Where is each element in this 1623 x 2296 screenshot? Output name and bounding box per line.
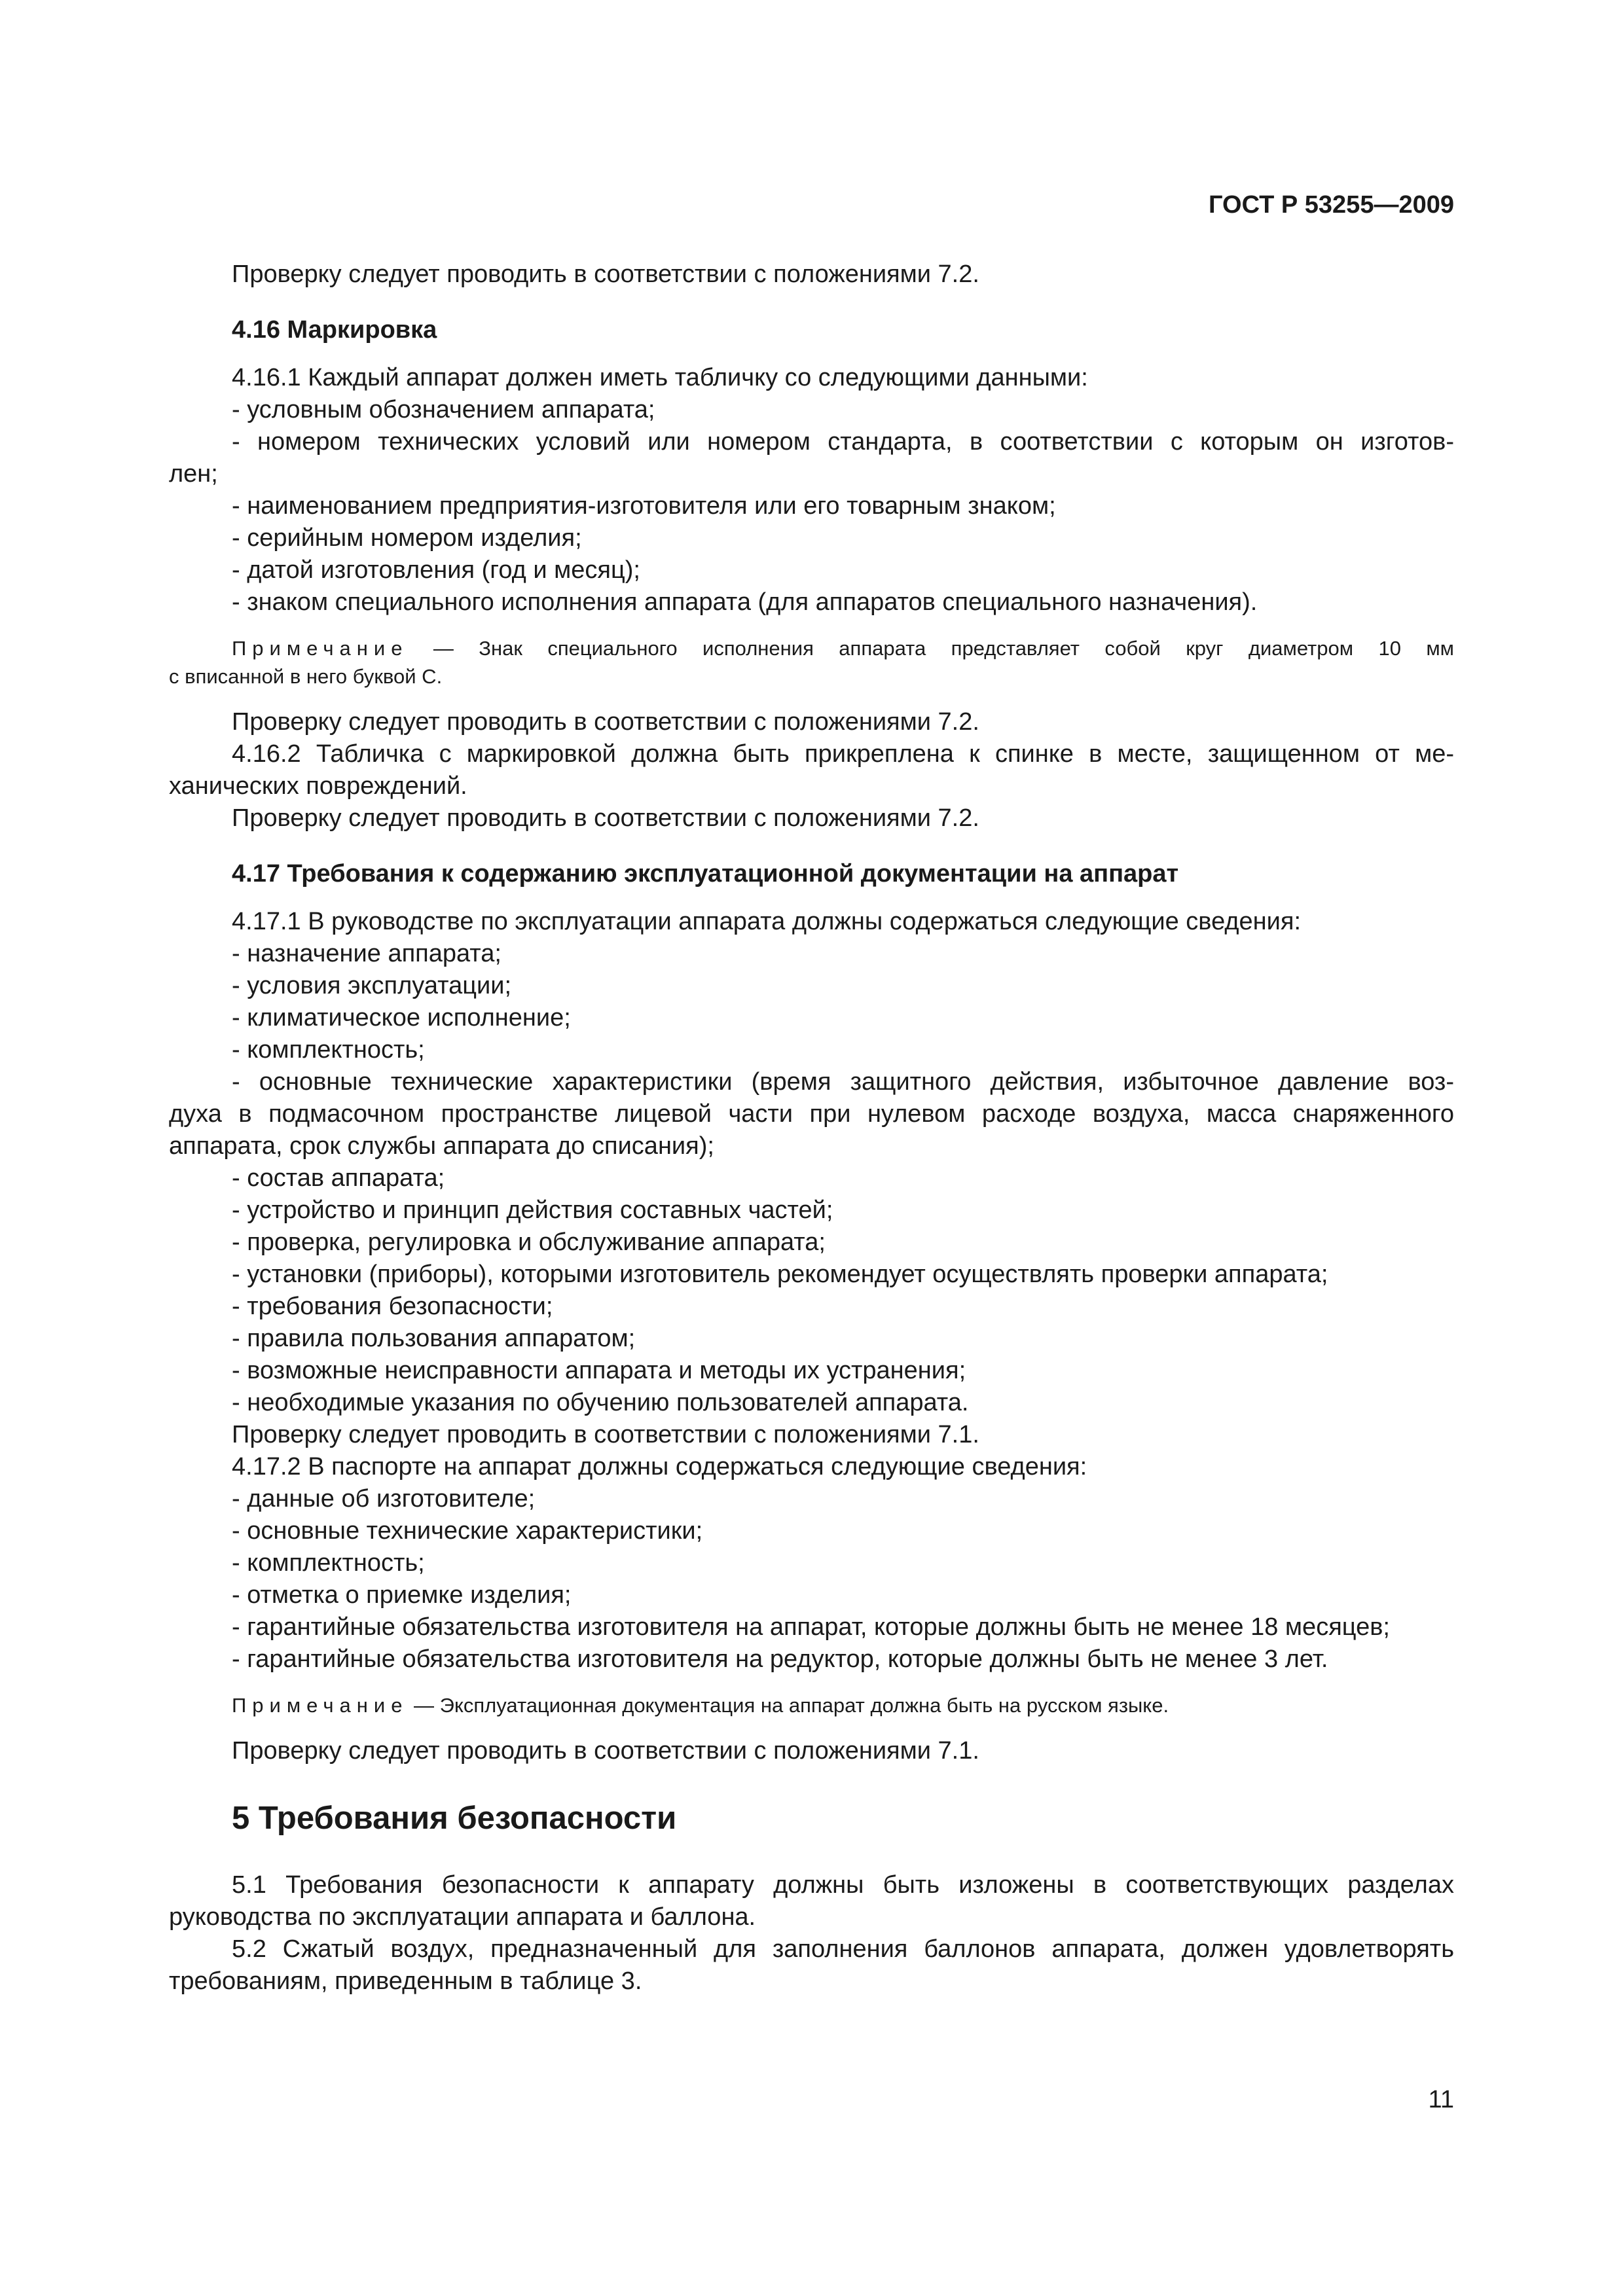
list-item: - данные об изготовителе; xyxy=(232,1485,536,1513)
list-item: - устройство и принцип действия составных частей; xyxy=(232,1196,833,1224)
paragraph-4-17-1: 4.17.1 В руководстве по эксплуатации аппарата должны содержаться следующие сведения: xyxy=(232,908,1302,935)
note-text: — Эксплуатационная документация на аппарат должна быть на русском языке. xyxy=(408,1694,1169,1717)
section-4-17-title: 4.17 Требования к содержанию эксплуатационной документации на аппарат xyxy=(232,860,1179,888)
check-text: Проверку следует проводить в соответствии с положениями 7.1. xyxy=(232,1737,979,1765)
list-item: - гарантийные обязательства изготовителя на редуктор, которые должны быть не менее 3 лет. xyxy=(232,1645,1328,1673)
list-item: - комплектность; xyxy=(232,1036,425,1064)
list-item: - знаком специального исполнения аппарата (для аппаратов специального назначения). xyxy=(232,588,1258,616)
list-item: - условия эксплуатации; xyxy=(232,972,512,999)
list-item: - серийным номером изделия; xyxy=(232,524,582,552)
list-item: - состав аппарата; xyxy=(232,1164,445,1192)
list-item: - наименованием предприятия-изготовителя или его товарным знаком; xyxy=(232,492,1056,520)
list-item: - установки (приборы), которыми изготовитель рекомендует осуществлять проверки аппарата; xyxy=(232,1261,1328,1288)
check-text: Проверку следует проводить в соответствии с положениями 7.2. xyxy=(232,708,979,736)
list-item: - назначение аппарата; xyxy=(232,940,501,967)
paragraph-4-16-2-continuation: ханических повреждений. xyxy=(169,772,467,800)
paragraph-4-16-2: 4.16.2 Табличка с маркировкой должна быть прикреплена к спинке в месте, защищенном от ме- xyxy=(232,740,1454,768)
paragraph-5-1-continuation: руководства по эксплуатации аппарата и баллона. xyxy=(169,1903,756,1931)
note-label: Примечание xyxy=(232,1694,409,1717)
note-4-16 xyxy=(169,634,1454,662)
note-text: — Знак специального исполнения аппарата представляет собой круг диаметром 10 мм xyxy=(408,637,1454,660)
check-text: Проверку следует проводить в соответствии с положениями 7.2. xyxy=(232,804,979,832)
list-item-continuation: духа в подмасочном пространстве лицевой части при нулевом расходе воздуха, масса снаряженного xyxy=(169,1100,1454,1128)
list-item: - основные технические характеристики (время защитного действия, избыточное давление воз- xyxy=(232,1068,1454,1096)
paragraph-4-16-1: 4.16.1 Каждый аппарат должен иметь табличку со следующими данными: xyxy=(232,364,1088,391)
list-item: - требования безопасности; xyxy=(232,1293,553,1320)
list-item: - возможные неисправности аппарата и методы их устранения; xyxy=(232,1357,966,1384)
list-item: - гарантийные обязательства изготовителя на аппарат, которые должны быть не менее 18 месяцев; xyxy=(232,1613,1390,1641)
list-item-continuation: аппарата, срок службы аппарата до списания); xyxy=(169,1132,714,1160)
list-item: - условным обозначением аппарата; xyxy=(232,396,655,423)
paragraph-4-17-2: 4.17.2 В паспорте на аппарат должны содержаться следующие сведения: xyxy=(232,1453,1087,1480)
list-item: - номером технических условий или номером стандарта, в соответствии с которым он изготов- xyxy=(232,428,1454,456)
list-item: - датой изготовления (год и месяц); xyxy=(232,556,640,584)
note-label: Примечание xyxy=(232,637,409,660)
list-item: - климатическое исполнение; xyxy=(232,1004,571,1031)
section-4-16-title: 4.16 Маркировка xyxy=(232,316,437,344)
list-item: - необходимые указания по обучению пользователей аппарата. xyxy=(232,1389,969,1416)
list-item: - основные технические характеристики; xyxy=(232,1517,703,1545)
check-text: Проверку следует проводить в соответствии с положениями 7.1. xyxy=(232,1421,979,1448)
paragraph-5-1: 5.1 Требования безопасности к аппарату должны быть изложены в соответствующих разделах xyxy=(232,1871,1454,1899)
page-number: 11 xyxy=(1428,2086,1454,2113)
note-4-17 xyxy=(169,1691,1454,1719)
document-id-header: ГОСТ Р 53255—2009 xyxy=(1209,191,1454,219)
list-item: - комплектность; xyxy=(232,1549,425,1577)
list-item: - правила пользования аппаратом; xyxy=(232,1325,636,1352)
check-text: Проверку следует проводить в соответствии с положениями 7.2. xyxy=(232,260,979,288)
section-5-title: 5 Требования безопасности xyxy=(232,1801,677,1836)
list-item-continuation: лен; xyxy=(169,460,218,488)
paragraph-5-2-continuation: требованиям, приведенным в таблице 3. xyxy=(169,1967,642,1995)
paragraph-5-2: 5.2 Сжатый воздух, предназначенный для заполнения баллонов аппарата, должен удовлетворять xyxy=(232,1935,1454,1963)
note-4-16-continuation: с вписанной в него буквой С. xyxy=(169,665,443,688)
list-item: - отметка о приемке изделия; xyxy=(232,1581,572,1609)
page-content xyxy=(169,259,1454,1998)
list-item: - проверка, регулировка и обслуживание аппарата; xyxy=(232,1229,826,1256)
